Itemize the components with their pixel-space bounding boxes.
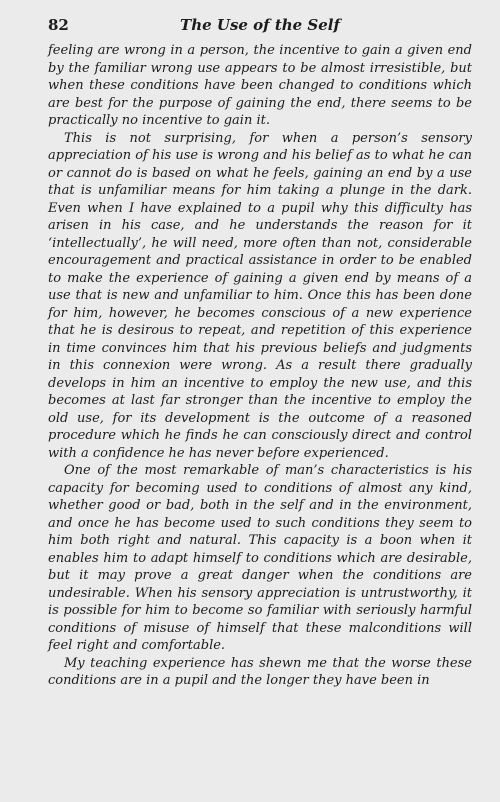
body-text <box>48 42 472 690</box>
paragraph-continued: feeling are wrong in a person, the incentive to gain a given end by the familiar wrong use appears to be almost irresistible, but when these conditions have been changed to conditions which are best for the purpose of gaining the end, there seems to be practically no incentive to gain it. <box>48 43 472 128</box>
running-header <box>48 16 472 42</box>
paragraph: This is not surprising, for when a person’s sensory appreciation of his use is wrong and his belief as to what he can or cannot do is based on what he feels, gaining an end by a use that is unfamiliar means for him taking a plunge in the dark. Even when I have explained to a pupil why this difficulty has arisen in his case, and he understands the reason for it ‘intellectually’, he will need, more often than not, considerable encouragement and practical assistance in order to be enabled to make the experience of gaining a given end by means of a use that is new and unfamiliar to him. Once this has been done for him, however, he becomes conscious of a new experience that he is desirous to repeat, and repetition of this experience in time convinces him that his previous beliefs and judgments in this connexion were wrong. As a result there gradually develops in him an incentive to employ the new use, and this becomes at last far stronger than the incentive to employ the old use, for its development is the outcome of a reasoned procedure which he finds he can consciously direct and control with a confidence he has never before experienced. <box>48 130 472 461</box>
running-title: The Use of the Self <box>180 16 340 34</box>
paragraph: My teaching experience has shewn me that the worse these conditions are in a pupil and the longer they have been in <box>48 655 472 688</box>
book-page <box>48 16 472 690</box>
page-number: 82 <box>48 16 69 34</box>
paragraph: One of the most remarkable of man’s characteristics is his capacity for becoming used to conditions of almost any kind, whether good or bad, both in the self and in the environment, and once he has become used to such conditions they seem to him both right and natural. This capacity is a boon when it enables him to adapt himself to conditions which are desirable, but it may prove a great danger when the conditions are undesirable. When his sensory appreciation is untrustworthy, it is possible for him to become so familiar with seriously harmful conditions of misuse of himself that these malconditions will feel right and comfortable. <box>48 463 472 653</box>
